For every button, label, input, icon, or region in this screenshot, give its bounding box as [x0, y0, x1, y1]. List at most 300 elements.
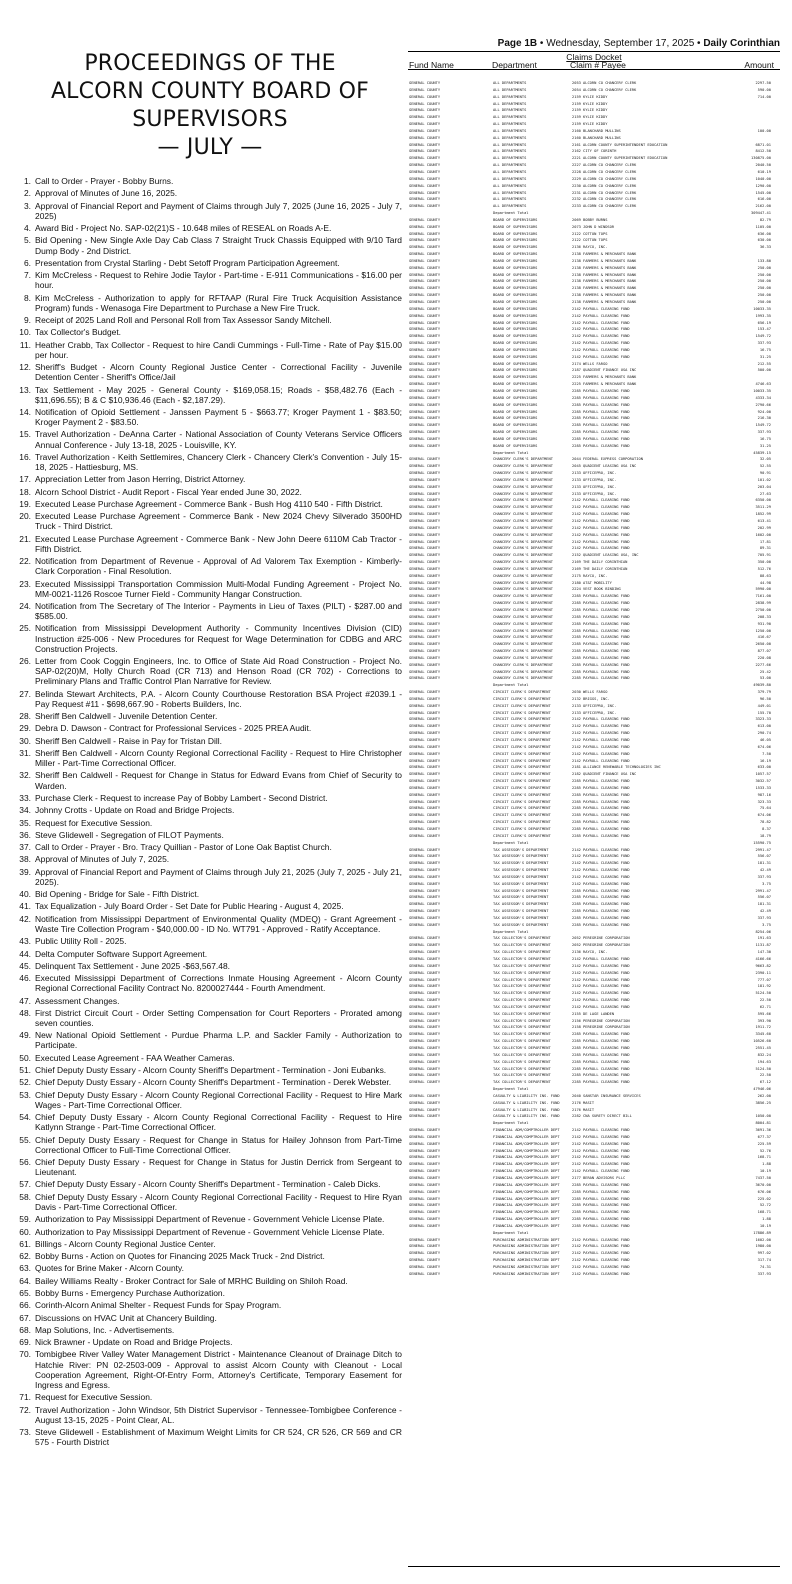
claim-number: 2285: [572, 1182, 581, 1187]
agenda-item-number: 10.: [19, 327, 31, 338]
claim-payee: PAYROLL CLEARING FUND: [583, 601, 630, 606]
agenda-item-number: 13.: [19, 384, 31, 395]
claim-fund: GENERAL COUNTY: [409, 169, 441, 174]
claim-department: CASUALTY & LIABILITY INS. FUND: [493, 1093, 560, 1098]
agenda-item: [18, 936, 402, 946]
claim-number: 2169: [572, 560, 581, 565]
claim-fund: GENERAL COUNTY: [409, 868, 441, 873]
claim-number: 2142: [572, 991, 581, 996]
claim-department: CIRCUIT CLERK'S DEPARTMENT: [493, 772, 551, 777]
agenda-item-text: Chief Deputy Dusty Essary - Request for Change in Status for Hailey Johnson from Part-Time Correctional Officer to Full-Time Correctional Officer.: [35, 1134, 402, 1155]
claim-row: [409, 812, 779, 819]
claim-department: CIRCUIT CLERK'S DEPARTMENT: [493, 799, 551, 804]
agenda-item-number: 57.: [19, 1179, 31, 1190]
claim-fund: GENERAL COUNTY: [409, 792, 441, 797]
claim-number: 2285: [572, 902, 581, 907]
claim-number: 2225: [572, 375, 581, 380]
claim-payee: PAYROLL CLEARING FUND: [583, 909, 630, 914]
claim-payee: PAYROLL CLEARING FUND: [583, 519, 630, 523]
agenda-item: [18, 1192, 402, 1212]
claim-row: [409, 751, 779, 758]
claim-number: 2142: [572, 1251, 581, 1256]
claim-number: 2285: [572, 1059, 581, 1064]
claim-row: [409, 1004, 779, 1011]
claim-row: [409, 799, 779, 806]
claim-row: [409, 1134, 779, 1141]
agenda-item-text: Sheriff's Budget - Alcorn County Regional Justice Center - Correctional Facility - Juvenile Detention Center - Sheriff's Office/Jail: [35, 362, 402, 383]
claim-payee: OFFICEPRO, INC.: [583, 710, 617, 715]
claim-fund: GENERAL COUNTY: [409, 1011, 441, 1016]
claim-payee: PAYROLL CLEARING FUND: [583, 388, 630, 393]
claim-amount: 5990.00: [755, 587, 771, 592]
agenda-item-text: Receipt of 2025 Land Roll and Personal Roll from Tax Assessor Sandy Mitchell.: [35, 315, 332, 325]
claim-fund: GENERAL COUNTY: [409, 553, 441, 558]
claim-payee: PAYROLL CLEARING FUND: [583, 1182, 630, 1187]
agenda-item-number: 4.: [23, 223, 31, 234]
claim-fund: GENERAL COUNTY: [409, 690, 441, 695]
claim-amount: 250.00: [757, 279, 771, 284]
claim-fund: GENERAL COUNTY: [409, 306, 441, 311]
claim-amount: 90.91: [759, 471, 771, 476]
claim-row: [409, 963, 779, 970]
claim-payee: FARMERS & MERCHANTS BANK: [583, 300, 637, 304]
claim-payee: KYLIE KIDDY: [583, 94, 608, 99]
agenda-item-number: 65.: [19, 1288, 31, 1298]
agenda-item: [18, 914, 402, 934]
claim-row: [409, 956, 779, 963]
claim-number: 2285: [572, 1189, 581, 1194]
claim-fund: GENERAL COUNTY: [409, 286, 441, 291]
claim-fund: GENERAL COUNTY: [409, 696, 441, 701]
claim-fund: GENERAL COUNTY: [409, 1210, 441, 1215]
claim-department: ALL DEPARTMENTS: [493, 183, 527, 188]
claim-row: [409, 162, 779, 169]
claim-payee: ALCORN COUNTY SUPERINTENDENT EDUCATION: [583, 156, 668, 161]
claim-fund: GENERAL COUNTY: [409, 1066, 441, 1071]
claim-number: 2138: [572, 272, 581, 277]
claim-amount: 1852.99: [755, 512, 771, 517]
claim-fund: GENERAL COUNTY: [409, 1264, 441, 1269]
claim-department: BOARD OF SUPERVISORS: [493, 347, 538, 352]
claim-department: CIRCUIT CLERK'S DEPARTMENT: [493, 813, 551, 818]
agenda-item-number: 36.: [19, 829, 31, 840]
claim-payee: PAYROLL CLEARING FUND: [583, 1264, 630, 1269]
claim-department: FINANCIAL ADM/COMPTROLLER DEPT: [493, 1162, 560, 1167]
agenda-item-text: Notification from Mississippi Development Authority - Community Incentives Division (CID) Instruction #25-006 - New Procedures for Request for Wage Determination for CDBG and ARC Construction Projects.: [35, 623, 402, 654]
claim-amount: 16.75: [759, 347, 771, 352]
claim-fund: GENERAL COUNTY: [409, 895, 441, 900]
claim-amount: 4746.63: [755, 382, 771, 387]
claim-fund: GENERAL COUNTY: [409, 888, 441, 893]
claim-amount: 987.16: [757, 792, 771, 797]
claim-fund: GENERAL COUNTY: [409, 423, 441, 428]
claim-amount: 6350.00: [755, 498, 771, 503]
claim-department: BOARD OF SUPERVISORS: [493, 423, 538, 428]
claim-amount: 2750.00: [755, 607, 771, 612]
claim-amount: 10033.35: [753, 306, 771, 311]
claim-payee: PAYROLL CLEARING FUND: [583, 922, 630, 927]
claim-department: TAX COLLECTOR'S DEPARTMENT: [493, 943, 551, 948]
claim-number: 2285: [572, 833, 581, 838]
claim-payee: PAYROLL CLEARING FUND: [583, 998, 630, 1003]
agenda-item-number: 30.: [19, 735, 31, 746]
claim-department: BOARD OF SUPERVISORS: [493, 320, 538, 325]
claim-row: [409, 970, 779, 977]
claim-number: 2159: [572, 94, 581, 99]
agenda-item-text: Travel Authorization - John Windsor, 5th District Supervisor - Tennessee-Tombigbee Conference - August 13-15, 2025 - Point Clear, AL.: [35, 1404, 402, 1425]
claim-amount: 181.31: [757, 902, 771, 907]
agenda-item-text: Tax Collector's Budget.: [35, 327, 122, 338]
agenda-item-text: Heather Crabb, Tax Collector - Request to hire Candi Cummings - Full-Time - Rate of Pay $15.00 per hour.: [35, 339, 402, 360]
agenda-item-number: 15.: [19, 429, 31, 440]
claim-amount: 997.02: [757, 1251, 771, 1256]
claim-department: CHANCERY CLERK'S DEPARTMENT: [493, 525, 553, 530]
claim-department: CHANCERY CLERK'S DEPARTMENT: [493, 601, 553, 606]
claim-fund: GENERAL COUNTY: [409, 258, 441, 263]
claim-row: [409, 915, 779, 922]
claim-row: [409, 532, 779, 539]
claim-payee: CITY OF CORINTH: [583, 149, 617, 154]
claim-fund: GENERAL COUNTY: [409, 676, 441, 681]
claim-payee: QUADIENT FINANCE USA INC: [583, 368, 637, 373]
claim-number: 2285: [572, 1039, 581, 1044]
agenda-item-text: Chief Deputy Dusty Essary - Alcorn County Regional Correctional Facility - Request to Hire Katlynn Strange - Part-Time Correctional Officer.: [35, 1112, 402, 1133]
claim-row: [409, 1148, 779, 1155]
claim-row: [409, 381, 779, 388]
claim-amount: 52.55: [759, 464, 771, 469]
agenda-item-text: First District Circuit Court - Order Setting Compensation for Court Reporters - Prorated among seven counties.: [35, 1007, 402, 1029]
claim-payee: ALCORN CO CHANCERY CLERK: [583, 204, 637, 209]
claim-amount: 1250.00: [755, 628, 771, 633]
claim-number: 2142: [572, 341, 581, 346]
claim-amount: 705.91: [757, 553, 771, 558]
claim-fund: GENERAL COUNTY: [409, 491, 441, 496]
claim-amount: 656.19: [757, 320, 771, 325]
claim-row: [409, 628, 779, 635]
claim-number: 2122: [572, 238, 581, 243]
claim-row: [409, 525, 779, 532]
claim-amount: 216.30: [757, 416, 771, 421]
claim-payee: FARMERS & MERCHANTS BANK: [583, 286, 637, 291]
claim-fund: GENERAL COUNTY: [409, 1244, 441, 1249]
claim-payee: PAYROLL CLEARING FUND: [583, 1244, 630, 1249]
claim-amount: 337.93: [757, 1271, 771, 1276]
claim-row: [409, 1196, 779, 1203]
claim-department: TAX ASSESSOR'S DEPARTMENT: [493, 915, 549, 920]
claim-row: [409, 607, 779, 614]
claim-department: BOARD OF SUPERVISORS: [493, 409, 538, 414]
claim-amount: 1.88: [762, 1217, 771, 1222]
claim-number: 2169: [572, 566, 581, 571]
claim-fund: GENERAL COUNTY: [409, 464, 441, 469]
claim-fund: GENERAL COUNTY: [409, 204, 441, 209]
claim-row: [409, 1059, 779, 1066]
claim-number: 2231: [572, 190, 581, 195]
agenda-item: [18, 656, 402, 686]
claim-amount: 225.02: [757, 1196, 771, 1201]
claim-department: CHANCERY CLERK'S DEPARTMENT: [493, 580, 553, 585]
agenda-item-text: Tombigbee River Valley Water Management District - Maintenance Cleanout of Drainage Ditch to Hatchie River: PN 02-2503-009 - Approval to assist Alcorn County with Cleanout - Local Cooperation Agreement, Right-Of-Entry Form, Attorney's Certificate, Temporary Easement for Ingress and Egress.: [35, 1349, 402, 1390]
claim-row: [409, 847, 779, 854]
claim-number: 2285: [572, 621, 581, 626]
claim-row: [409, 881, 779, 888]
agenda-item-text: Executed Lease Purchase Agreement - Commerce Bank - Bush Hog 4110 540 - Fifth District.: [35, 498, 383, 509]
agenda-item-text: Call to Order - Prayer - Bro. Tracy Quillian - Pastor of Lone Oak Baptist Church.: [35, 842, 332, 853]
claim-row: [409, 244, 779, 251]
claim-row: [409, 422, 779, 429]
claim-department: PURCHASING ADMINISTRATION DEPT: [493, 1258, 560, 1263]
claim-row: [409, 689, 779, 696]
claim-number: 2225: [572, 382, 581, 387]
agenda-item-text: Presentation from Crystal Starling - Debt Setoff Program Participation Agreement.: [35, 257, 340, 268]
claim-department: CHANCERY CLERK'S DEPARTMENT: [493, 573, 553, 578]
claim-amount: 3032.57: [755, 779, 771, 784]
agenda-item-text: Notification from Department of Revenue - Approval of Ad Valorem Tax Exemption - Kimberly-Clark Corporation - Final Resolution.: [35, 556, 402, 577]
agenda-item-number: 33.: [19, 792, 31, 803]
claim-department: CIRCUIT CLERK'S DEPARTMENT: [493, 731, 551, 736]
claim-department: CIRCUIT CLERK'S DEPARTMENT: [493, 820, 551, 825]
agenda-item-text: Authorization to Pay Mississippi Department of Revenue - Government Vehicle License Plate.: [35, 1214, 385, 1225]
claim-number: 2052: [572, 936, 581, 941]
claim-row: [409, 224, 779, 231]
claim-fund: GENERAL COUNTY: [409, 272, 441, 277]
claim-fund: GENERAL COUNTY: [409, 635, 441, 640]
claim-department: CHANCERY CLERK'S DEPARTMENT: [493, 662, 553, 667]
claim-payee: PAYROLL CLEARING FUND: [583, 1052, 630, 1057]
agenda-item-number: 9.: [23, 315, 31, 325]
claim-number: 2285: [572, 436, 581, 441]
claim-amount: 89.31: [759, 546, 771, 551]
agenda-item-text: Executed Mississippi Transportation Commission Multi-Modal Funding Agreement - Project No. MM-0021-1126 Roscoe Turner Field - Community Hangar Construction.: [35, 578, 402, 599]
claim-department: PURCHASING ADMINISTRATION DEPT: [493, 1271, 560, 1276]
claim-payee: PAYROLL CLEARING FUND: [583, 1169, 630, 1174]
claim-number: 2142: [572, 1244, 581, 1249]
claim-department: CHANCERY CLERK'S DEPARTMENT: [493, 505, 553, 510]
claim-row: [409, 621, 779, 628]
claim-row: [409, 1038, 779, 1045]
claim-amount: 250.00: [757, 300, 771, 304]
claim-row: [409, 436, 779, 443]
claim-department: TAX COLLECTOR'S DEPARTMENT: [493, 950, 551, 955]
claims-docket-title: Claims Docket: [566, 52, 622, 62]
department-total-row: [409, 1120, 779, 1127]
claim-row: [409, 983, 779, 990]
claim-amount: 10.19: [759, 1169, 771, 1174]
claim-department: FINANCIAL ADM/COMPTROLLER DEPT: [493, 1134, 560, 1139]
claim-payee: SANSTAR INSURANCE SERVICES: [583, 1093, 641, 1098]
department-total-label: Department Total: [493, 211, 529, 216]
claim-row: [409, 333, 779, 340]
claim-number: 2285: [572, 607, 581, 612]
claim-fund: GENERAL COUNTY: [409, 649, 441, 654]
claim-fund: GENERAL COUNTY: [409, 1100, 441, 1105]
claim-row: [409, 361, 779, 368]
claim-number: 2187: [572, 368, 581, 373]
claim-fund: GENERAL COUNTY: [409, 560, 441, 565]
claim-amount: 53.00: [759, 676, 771, 681]
agenda-item-number: 29.: [19, 723, 31, 734]
claim-number: 2176: [572, 1100, 581, 1105]
claim-department: CHANCERY CLERK'S DEPARTMENT: [493, 491, 553, 496]
claim-row: [409, 586, 779, 593]
agenda-item-number: 62.: [19, 1251, 31, 1262]
claim-amount: 203.04: [757, 484, 771, 489]
claim-payee: PAYROLL CLEARING FUND: [583, 423, 630, 428]
claim-row: [409, 1066, 779, 1073]
claim-amount: 1.88: [762, 1162, 771, 1167]
claim-number: 2133: [572, 703, 581, 708]
agenda-item: [18, 623, 402, 653]
claim-fund: GENERAL COUNTY: [409, 628, 441, 633]
claim-row: [409, 265, 779, 272]
claim-amount: 3.75: [762, 881, 771, 886]
claim-department: FINANCIAL ADM/COMPTROLLER DEPT: [493, 1182, 560, 1187]
title-line: ALCORN COUNTY BOARD OF: [50, 79, 370, 104]
claim-payee: PAYROLL CLEARING FUND: [583, 779, 630, 784]
claim-fund: GENERAL COUNTY: [409, 703, 441, 708]
claim-payee: KYLIE KIDDY: [583, 108, 608, 113]
claim-amount: 1040.00: [755, 176, 771, 181]
claim-fund: GENERAL COUNTY: [409, 607, 441, 612]
department-total-row: [409, 210, 779, 217]
claim-fund: GENERAL COUNTY: [409, 238, 441, 243]
claim-row: [409, 573, 779, 580]
claim-fund: GENERAL COUNTY: [409, 854, 441, 859]
claim-department: ALL DEPARTMENTS: [493, 176, 527, 181]
paper-name: Daily Corinthian: [703, 38, 780, 49]
claim-department: TAX COLLECTOR'S DEPARTMENT: [493, 1045, 551, 1050]
agenda-item-number: 37.: [19, 842, 31, 853]
claim-payee: ALCORN CO CHANCERY CLERK: [583, 163, 637, 168]
agenda-item: [18, 407, 402, 427]
agenda-item: [18, 1349, 402, 1390]
claim-amount: 616.00: [757, 197, 771, 202]
claim-number: 2132: [572, 696, 581, 701]
claim-row: [409, 977, 779, 984]
claim-department: TAX COLLECTOR'S DEPARTMENT: [493, 963, 551, 968]
claim-number: 2182: [572, 772, 581, 777]
claim-department: BOARD OF SUPERVISORS: [493, 361, 538, 366]
agenda-item: [18, 1276, 402, 1286]
agenda-item: [18, 340, 402, 360]
agenda-item-number: 31.: [19, 748, 31, 759]
agenda-item: [18, 362, 402, 382]
claim-row: [409, 696, 779, 703]
claim-number: 2285: [572, 635, 581, 640]
claim-fund: GENERAL COUNTY: [409, 772, 441, 777]
agenda-item: [18, 723, 402, 733]
department-total-row: [409, 840, 779, 847]
claim-fund: GENERAL COUNTY: [409, 354, 441, 359]
agenda-item: [18, 1251, 402, 1261]
claim-payee: PAYROLL CLEARING FUND: [583, 915, 630, 920]
claim-number: 2282: [572, 1114, 581, 1119]
claim-department: BOARD OF SUPERVISORS: [493, 293, 538, 298]
claim-number: 2285: [572, 792, 581, 797]
agenda-item: [18, 1179, 402, 1189]
claim-amount: 153.47: [757, 327, 771, 332]
claim-department: TAX COLLECTOR'S DEPARTMENT: [493, 1032, 551, 1037]
claim-amount: 10.19: [759, 1223, 771, 1228]
agenda-item: [18, 867, 402, 887]
agenda-item-number: 32.: [19, 770, 31, 781]
claim-department: BOARD OF SUPERVISORS: [493, 238, 538, 243]
claim-amount: 1545.00: [755, 190, 771, 195]
claim-amount: 5124.50: [755, 991, 771, 996]
claim-row: [409, 1271, 779, 1278]
claim-payee: QUADIENT LEASING USA INC: [583, 464, 637, 469]
claim-amount: 75.64: [759, 806, 771, 811]
claim-payee: PAYROLL CLEARING FUND: [583, 313, 630, 318]
claim-amount: 2551.45: [755, 1045, 771, 1050]
claim-number: 2162: [572, 149, 581, 154]
claim-department: FINANCIAL ADM/COMPTROLLER DEPT: [493, 1217, 560, 1222]
claim-row: [409, 326, 779, 333]
claim-fund: GENERAL COUNTY: [409, 642, 441, 647]
claim-number: 2230: [572, 183, 581, 188]
claim-number: 2181: [572, 765, 581, 770]
claim-amount: 1911.72: [755, 1025, 771, 1030]
claim-row: [409, 874, 779, 881]
claim-department: BOARD OF SUPERVISORS: [493, 279, 538, 284]
claim-amount: 250.00: [757, 286, 771, 291]
claim-payee: PAYROLL CLEARING FUND: [583, 416, 630, 421]
department-total-label: Department Total: [493, 1121, 529, 1126]
claim-department: CHANCERY CLERK'S DEPARTMENT: [493, 621, 553, 626]
claim-row: [409, 826, 779, 833]
claim-row: [409, 320, 779, 327]
claim-payee: PAYROLL CLEARING FUND: [583, 758, 630, 763]
claim-department: CHANCERY CLERK'S DEPARTMENT: [493, 642, 553, 647]
agenda-item-number: 51.: [19, 1065, 31, 1076]
agenda-item: [18, 973, 402, 993]
claim-fund: GENERAL COUNTY: [409, 217, 441, 222]
claim-fund: GENERAL COUNTY: [409, 1039, 441, 1044]
claim-amount: 2650.00: [755, 642, 771, 647]
claim-number: 2285: [572, 826, 581, 831]
claim-row: [409, 675, 779, 682]
claim-number: 2142: [572, 1162, 581, 1167]
claim-payee: ALCORN CO CHANCERY CLERK: [583, 197, 637, 202]
claim-fund: GENERAL COUNTY: [409, 430, 441, 435]
claim-fund: GENERAL COUNTY: [409, 984, 441, 989]
claim-payee: PAYROLL CLEARING FUND: [583, 621, 630, 626]
claim-row: [409, 402, 779, 409]
claim-row: [409, 292, 779, 299]
claim-row: [409, 313, 779, 320]
claim-amount: 212.55: [757, 361, 771, 366]
claim-payee: PAYROLL CLEARING FUND: [583, 649, 630, 654]
agenda-item-number: 21.: [19, 533, 31, 544]
claim-amount: 3.75: [762, 922, 771, 927]
agenda-item: [18, 1157, 402, 1177]
claim-department: CASUALTY & LIABILITY INS. FUND: [493, 1100, 560, 1105]
agenda-item-text: Steve Glidewell - Establishment of Maximum Weight Limits for CR 524, CR 526, CR 569 and CR 575 - Fourth District: [35, 1427, 402, 1448]
claim-row: [409, 935, 779, 942]
claim-amount: 393.90: [757, 1018, 771, 1023]
claim-amount: 323.33: [757, 799, 771, 804]
claim-amount: 3691.36: [755, 1128, 771, 1133]
agenda-item: [18, 689, 402, 709]
claim-row: [409, 169, 779, 176]
agenda-item: [18, 842, 402, 852]
agenda-item: [18, 889, 402, 899]
claim-payee: PAYROLL CLEARING FUND: [583, 1148, 630, 1153]
claim-department: BOARD OF SUPERVISORS: [493, 375, 538, 380]
claim-amount: 10526.60: [753, 1039, 771, 1044]
claim-fund: GENERAL COUNTY: [409, 87, 441, 92]
claim-payee: PAYROLL CLEARING FUND: [583, 635, 630, 640]
